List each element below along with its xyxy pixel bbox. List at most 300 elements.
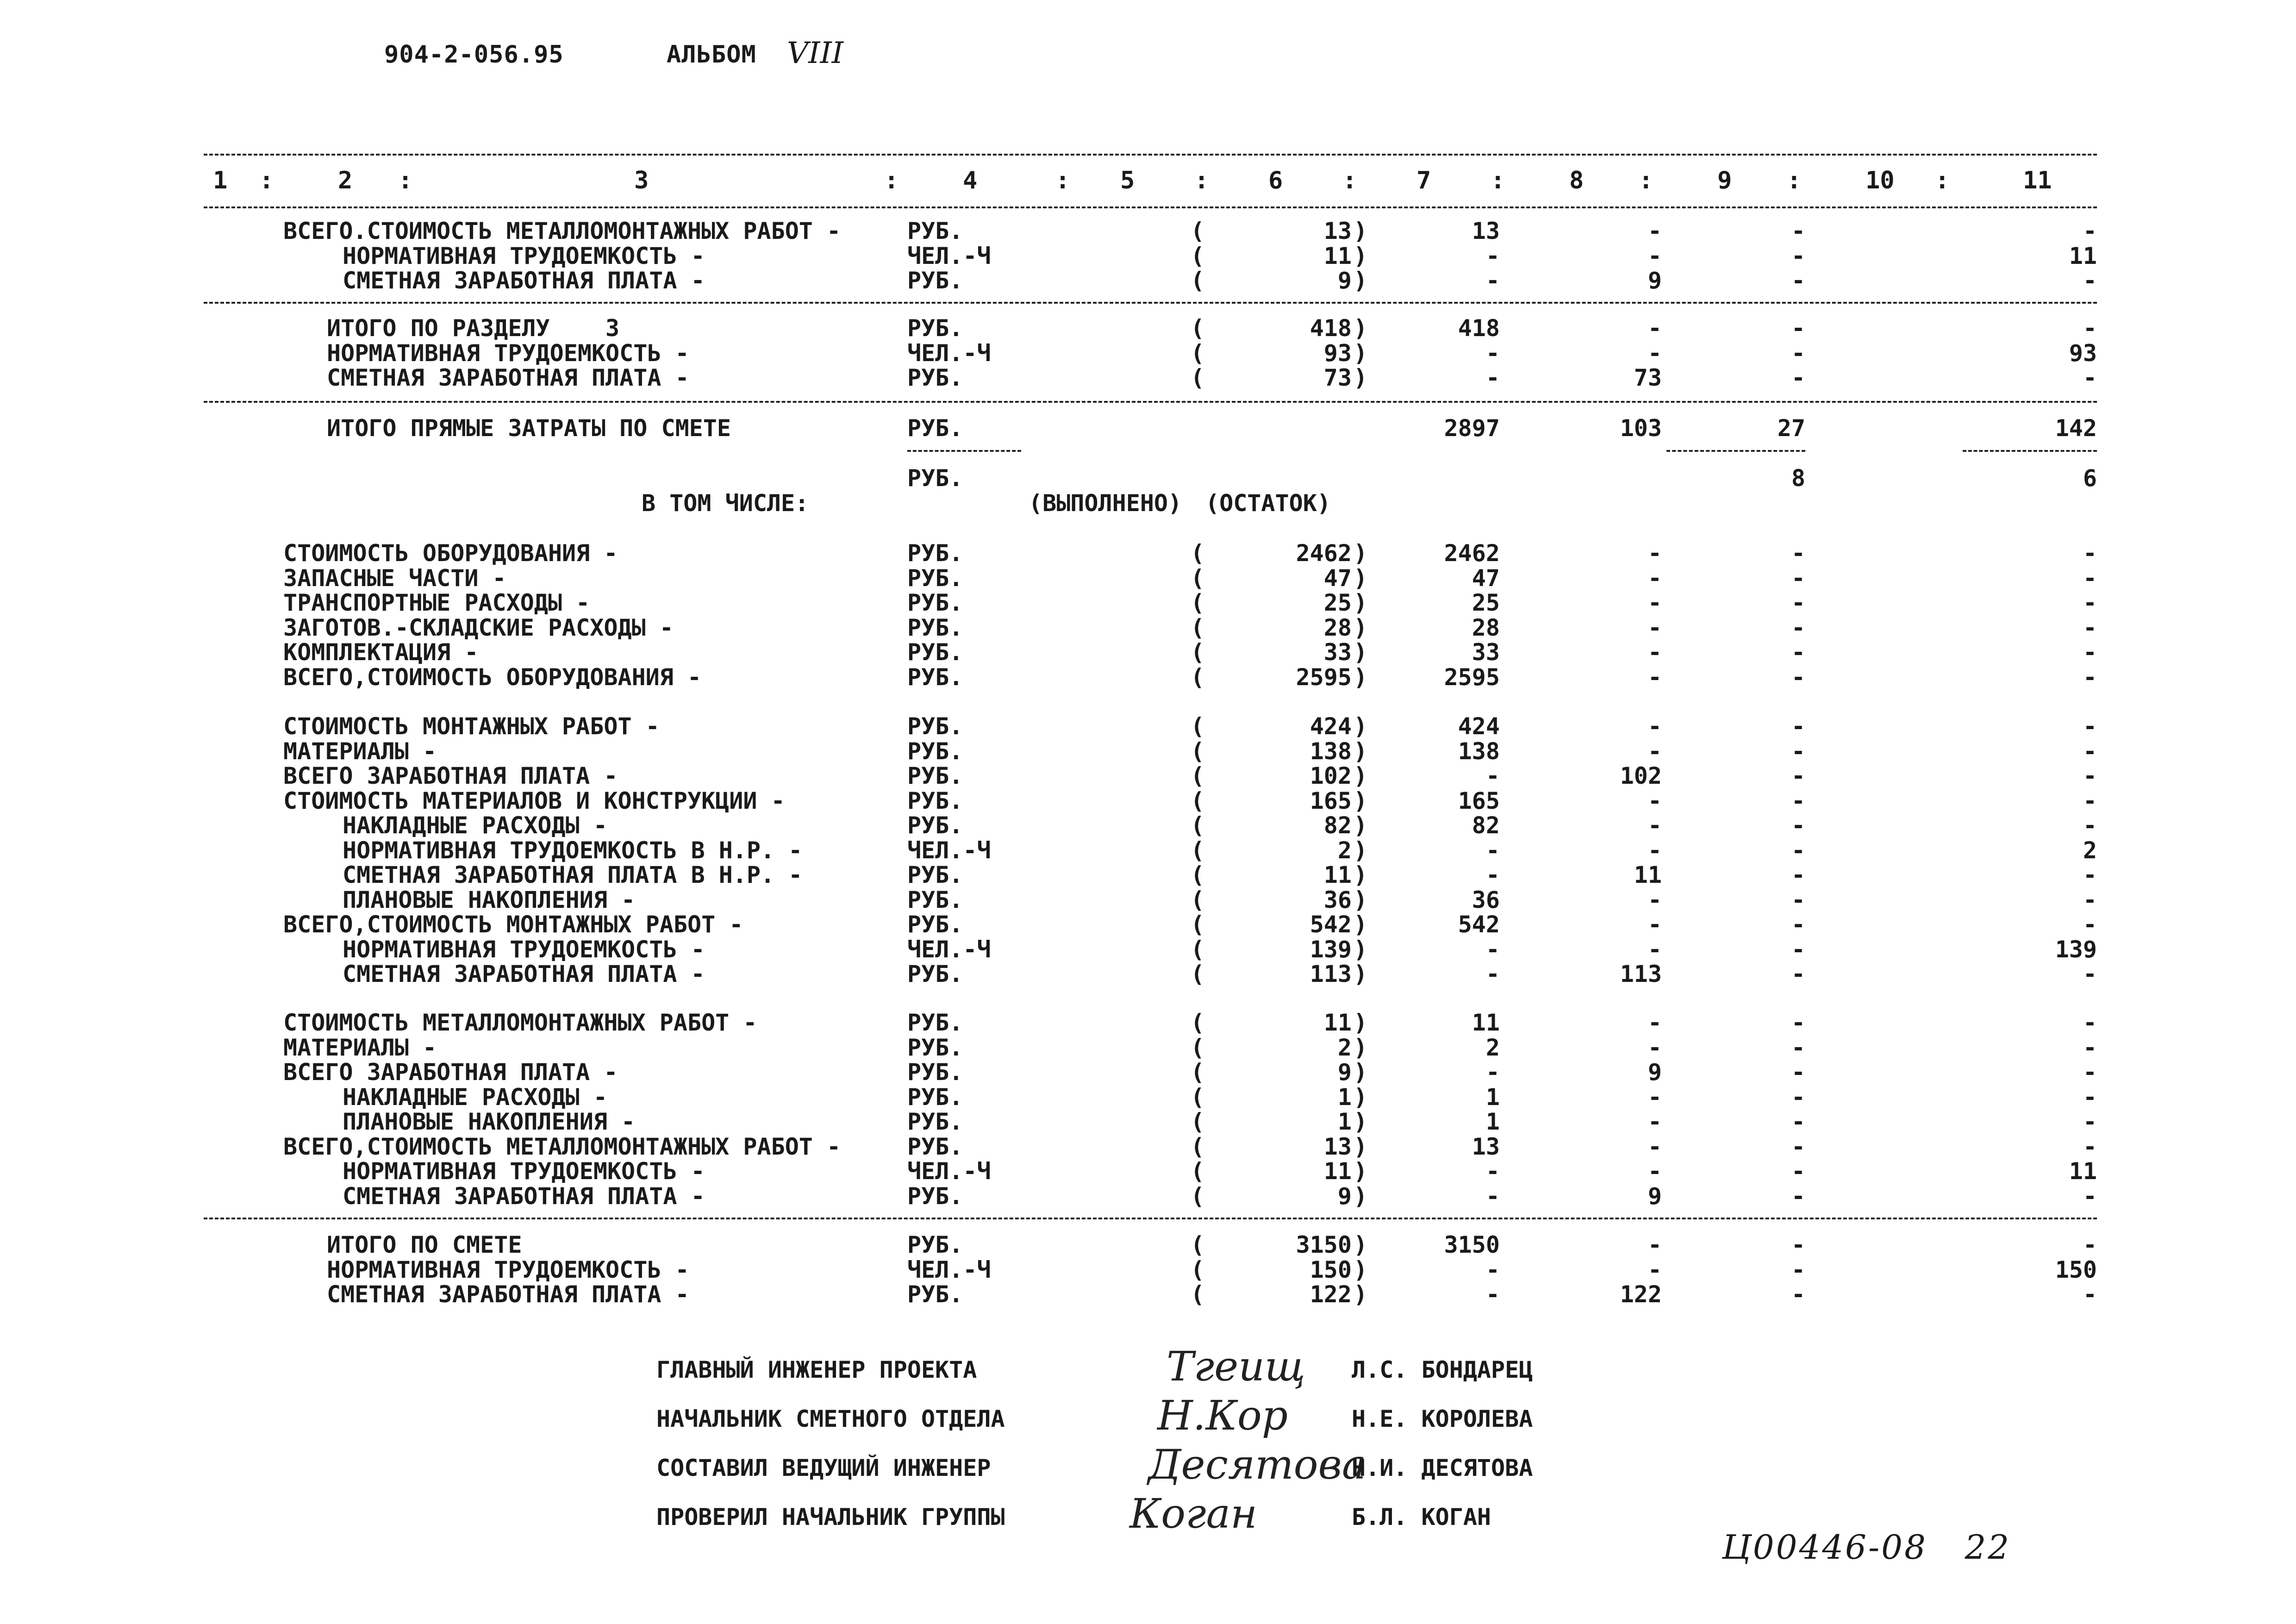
col8-value: - [1647,218,1662,244]
col11-value: - [2083,1231,2097,1258]
table-row [0,1281,2296,1306]
table-row [0,1231,2296,1256]
col6-value: 11 [1323,242,1352,269]
col9-value: - [1791,663,1805,691]
col8-value: - [1647,589,1662,616]
column-numbers-row [204,167,2097,199]
row-label: НОРМАТИВНАЯ ТРУДОЕМКОСТЬ - [343,242,705,269]
open-paren: ( [1191,1231,1205,1258]
col11-value: - [2083,364,2097,391]
close-paren: ) [1354,564,1368,592]
column-separator: : [1787,167,1802,194]
col6-value: 2462 [1296,540,1352,567]
col9-value: - [1791,936,1805,963]
table-row [0,837,2296,862]
column-number: 6 [1268,167,1283,194]
col6-value: 1 [1337,1108,1352,1135]
row-label: СТОИМОСТЬ МОНТАЖНЫХ РАБОТ - [283,713,660,740]
row-label: ТРАНСПОРТНЫЕ РАСХОДЫ - [283,589,590,616]
signatory-name: Б.Л. КОГАН [1352,1504,1491,1530]
col11-value: - [2083,1182,2097,1210]
open-paren: ( [1191,837,1205,864]
col7-value: 165 [1458,787,1500,814]
col6-value: 102 [1310,762,1352,789]
close-paren: ) [1354,1256,1368,1283]
col8-value: - [1647,1083,1662,1111]
col9-value: - [1791,812,1805,839]
close-paren: ) [1354,812,1368,839]
col6-value: 2 [1337,1034,1352,1061]
col6-value: 113 [1310,961,1352,987]
close-paren: ) [1354,1231,1368,1258]
col6-value: 2595 [1296,663,1352,691]
row-label: ИТОГО ПО РАЗДЕЛУ 3 [327,315,620,342]
col8-value: - [1647,936,1662,963]
open-paren: ( [1191,1034,1205,1061]
open-paren: ( [1191,564,1205,592]
direct-costs-col9-2: 8 [1791,465,1805,492]
col8-value: 73 [1634,364,1662,391]
col8-value: - [1647,242,1662,269]
close-paren: ) [1354,242,1368,269]
col11-value: - [2083,540,2097,567]
close-paren: ) [1354,1083,1368,1111]
column-number: 5 [1120,167,1135,194]
table-row [0,664,2296,689]
col9-value: - [1791,713,1805,740]
close-paren: ) [1354,911,1368,938]
row-label: НОРМАТИВНАЯ ТРУДОЕМКОСТЬ В Н.Р. - [343,837,803,864]
col7-value: - [1485,267,1500,294]
col8-value: 9 [1647,267,1662,294]
col11-value: - [2083,564,2097,592]
col7-value: 2462 [1444,540,1500,567]
col11-value: 2 [2083,837,2097,864]
unit-cell: РУБ. [907,218,963,244]
row-label: МАТЕРИАЛЫ - [283,1034,437,1061]
close-paren: ) [1354,762,1368,789]
row-label: СМЕТНАЯ ЗАРАБОТНАЯ ПЛАТА - [343,267,705,294]
open-paren: ( [1191,267,1205,294]
column-number: 1 [213,167,228,194]
table-row [0,1034,2296,1059]
album-label: АЛЬБОМ [667,41,756,69]
col7-value: 25 [1472,589,1500,616]
table-row [0,887,2296,912]
col8-value: - [1647,911,1662,938]
close-paren: ) [1354,1133,1368,1160]
col8-value: 122 [1620,1281,1662,1308]
unit-cell: РУБ. [907,886,963,913]
col9-value: - [1791,639,1805,666]
table-row [0,243,2296,268]
unit-cell: РУБ. [907,713,963,740]
col8-value: 102 [1620,762,1662,789]
table-row [0,589,2296,614]
direct-costs-col11: 142 [2055,415,2097,442]
col9-value: - [1791,540,1805,567]
col6-value: 542 [1310,911,1352,938]
column-number: 4 [963,167,978,194]
close-paren: ) [1354,315,1368,342]
row-label: СМЕТНАЯ ЗАРАБОТНАЯ ПЛАТА В Н.Р. - [343,862,803,888]
col9-value: - [1791,837,1805,864]
rest-heading: (ОСТАТОК) [1205,490,1331,517]
subtotal-rule [1666,450,1805,452]
col9-value: - [1791,1059,1805,1086]
col9-value: - [1791,762,1805,789]
column-number: 2 [338,167,353,194]
open-paren: ( [1191,315,1205,342]
close-paren: ) [1354,663,1368,691]
table-row [0,961,2296,986]
col11-value: - [2083,713,2097,740]
close-paren: ) [1354,961,1368,987]
col9-value: - [1791,911,1805,938]
col9-value: - [1791,614,1805,641]
table-row [0,565,2296,590]
row-label: СТОИМОСТЬ МАТЕРИАЛОВ И КОНСТРУКЦИИ - [283,787,785,814]
open-paren: ( [1191,713,1205,740]
col7-value: 418 [1458,315,1500,342]
column-separator: : [259,167,274,194]
col7-value: 33 [1472,639,1500,666]
col6-value: 139 [1310,936,1352,963]
unit-cell: РУБ. [907,1182,963,1210]
col9-value: - [1791,1158,1805,1185]
col11-value: 11 [2069,1158,2097,1185]
col11-value: 93 [2069,339,2097,367]
unit-cell: РУБ. [907,663,963,691]
open-paren: ( [1191,339,1205,367]
col6-value: 36 [1323,886,1352,913]
col8-value: 9 [1647,1182,1662,1210]
column-separator: : [1055,167,1070,194]
col7-value: - [1485,339,1500,367]
direct-costs-unit-2: РУБ. [907,465,963,492]
unit-cell: РУБ. [907,364,963,391]
col9-value: - [1791,218,1805,244]
table-row [0,1256,2296,1281]
col6-value: 25 [1323,589,1352,616]
page-number: 22 [1965,1528,2011,1567]
unit-cell: РУБ. [907,614,963,641]
unit-cell: РУБ. [907,1083,963,1111]
column-number: 11 [2023,167,2052,194]
signature-role: СОСТАВИЛ ВЕДУЩИЙ ИНЖЕНЕР [656,1455,991,1481]
col9-value: - [1791,564,1805,592]
col11-value: - [2083,1133,2097,1160]
col6-value: 73 [1323,364,1352,391]
close-paren: ) [1354,267,1368,294]
open-paren: ( [1191,911,1205,938]
col8-value: - [1647,1034,1662,1061]
table-row [0,762,2296,787]
unit-cell: РУБ. [907,1281,963,1308]
section-rule [204,401,2097,403]
row-label: МАТЕРИАЛЫ - [283,737,437,765]
open-paren: ( [1191,639,1205,666]
close-paren: ) [1354,1182,1368,1210]
row-label: КОМПЛЕКТАЦИЯ - [283,639,479,666]
open-paren: ( [1191,218,1205,244]
open-paren: ( [1191,1083,1205,1111]
table-row [0,540,2296,565]
unit-cell: РУБ. [907,1108,963,1135]
unit-cell: РУБ. [907,787,963,814]
done-heading: (ВЫПОЛНЕНО) [1029,490,1182,517]
col8-value: - [1647,315,1662,342]
subtotal-rule [1963,450,2097,452]
col7-value: - [1485,837,1500,864]
col9-value: - [1791,737,1805,765]
col8-value: - [1647,812,1662,839]
direct-costs-unit: РУБ. [907,415,963,442]
col11-value: - [2083,614,2097,641]
open-paren: ( [1191,1108,1205,1135]
col7-value: 3150 [1444,1231,1500,1258]
row-label: НОРМАТИВНАЯ ТРУДОЕМКОСТЬ - [343,936,705,963]
section-rule [204,302,2097,304]
close-paren: ) [1354,737,1368,765]
col9-value: - [1791,364,1805,391]
column-separator: : [884,167,899,194]
table-row [0,1084,2296,1109]
column-separator: : [1194,167,1209,194]
close-paren: ) [1354,713,1368,740]
close-paren: ) [1354,639,1368,666]
close-paren: ) [1354,614,1368,641]
col7-value: 28 [1472,614,1500,641]
open-paren: ( [1191,812,1205,839]
col8-value: - [1647,639,1662,666]
col9-value: - [1791,1083,1805,1111]
col11-value: - [2083,1281,2097,1308]
table-row [0,340,2296,365]
album-number: VIII [787,36,844,70]
unit-cell: РУБ. [907,961,963,987]
col9-value: - [1791,1182,1805,1210]
row-label: ВСЕГО,СТОИМОСТЬ ОБОРУДОВАНИЯ - [283,663,702,691]
table-row [0,364,2296,389]
col11-value: - [2083,663,2097,691]
unit-cell: РУБ. [907,540,963,567]
column-number: 8 [1569,167,1584,194]
total-rule [204,1218,2097,1219]
close-paren: ) [1354,364,1368,391]
col9-value: - [1791,1034,1805,1061]
col11-value: 150 [2055,1256,2097,1283]
open-paren: ( [1191,936,1205,963]
unit-cell: РУБ. [907,639,963,666]
col7-value: - [1485,936,1500,963]
column-separator: : [1639,167,1653,194]
close-paren: ) [1354,1009,1368,1036]
col11-value: - [2083,961,2097,987]
open-paren: ( [1191,1009,1205,1036]
table-row [0,936,2296,961]
table-row [0,1158,2296,1183]
handwritten-signature: Коган [1129,1490,1257,1537]
signatory-name: Л.С. БОНДАРЕЦ [1352,1356,1533,1383]
open-paren: ( [1191,1256,1205,1283]
col11-value: - [2083,589,2097,616]
col9-value: - [1791,1108,1805,1135]
open-paren: ( [1191,589,1205,616]
including-heading: В ТОМ ЧИСЛЕ: [642,490,809,517]
unit-cell: РУБ. [907,589,963,616]
col8-value: - [1647,339,1662,367]
unit-cell: РУБ. [907,862,963,888]
archive-stamp: Ц00446-08 22 [1722,1528,2011,1567]
table-top-rule [204,154,2097,156]
col7-value: 82 [1472,812,1500,839]
col7-value: 1 [1485,1108,1500,1135]
col11-value: - [2083,787,2097,814]
col7-value: 2595 [1444,663,1500,691]
open-paren: ( [1191,1059,1205,1086]
col11-value: 139 [2055,936,2097,963]
direct-costs-col9: 27 [1777,415,1805,442]
row-label: НАКЛАДНЫЕ РАСХОДЫ - [343,1083,607,1111]
table-row [0,812,2296,837]
col8-value: - [1647,737,1662,765]
column-separator: : [1935,167,1950,194]
close-paren: ) [1354,862,1368,888]
unit-cell: РУБ. [907,564,963,592]
col9-value: - [1791,862,1805,888]
table-row [0,614,2296,639]
direct-costs-label: ИТОГО ПРЯМЫЕ ЗАТРАТЫ ПО СМЕТЕ [327,415,731,442]
direct-costs-col11-2: 6 [2083,465,2097,492]
close-paren: ) [1354,1108,1368,1135]
unit-cell: ЧЕЛ.-Ч [907,1158,991,1185]
col9-value: - [1791,1133,1805,1160]
col11-value: - [2083,1059,2097,1086]
close-paren: ) [1354,540,1368,567]
table-row [0,639,2296,664]
column-number: 10 [1866,167,1895,194]
direct-costs-col7: 2897 [1444,415,1500,442]
col7-value: 47 [1472,564,1500,592]
close-paren: ) [1354,936,1368,963]
col9-value: - [1791,787,1805,814]
col11-value: - [2083,762,2097,789]
col9-value: - [1791,315,1805,342]
col11-value: - [2083,218,2097,244]
col7-value: 13 [1472,218,1500,244]
table-row [0,315,2296,340]
col6-value: 165 [1310,787,1352,814]
col11-value: - [2083,862,2097,888]
col6-value: 122 [1310,1281,1352,1308]
col11-value: - [2083,812,2097,839]
col7-value: 11 [1472,1009,1500,1036]
col7-value: 424 [1458,713,1500,740]
signatory-name: Н.Е. КОРОЛЕВА [1352,1405,1533,1432]
open-paren: ( [1191,762,1205,789]
direct-costs-col8: 103 [1620,415,1662,442]
column-number: 3 [634,167,649,194]
unit-cell: РУБ. [907,1231,963,1258]
table-row [0,1108,2296,1133]
col6-value: 28 [1323,614,1352,641]
col9-value: - [1791,961,1805,987]
col8-value: - [1647,1009,1662,1036]
open-paren: ( [1191,1158,1205,1185]
unit-cell: ЧЕЛ.-Ч [907,1256,991,1283]
close-paren: ) [1354,1059,1368,1086]
handwritten-signature: Десятова [1148,1441,1366,1488]
col8-value: - [1647,663,1662,691]
unit-cell: РУБ. [907,267,963,294]
column-separator: : [1491,167,1505,194]
close-paren: ) [1354,1281,1368,1308]
col6-value: 150 [1310,1256,1352,1283]
row-label: ЗАПАСНЫЕ ЧАСТИ - [283,564,506,592]
unit-cell: РУБ. [907,1009,963,1036]
signature-role: НАЧАЛЬНИК СМЕТНОГО ОТДЕЛА [656,1405,1005,1432]
row-label: ВСЕГО ЗАРАБОТНАЯ ПЛАТА - [283,762,618,789]
col11-value: - [2083,1083,2097,1111]
row-label: ИТОГО ПО СМЕТЕ [327,1231,522,1258]
col6-value: 9 [1337,1182,1352,1210]
col11-value: - [2083,267,2097,294]
close-paren: ) [1354,1034,1368,1061]
col11-value: - [2083,886,2097,913]
col7-value: - [1485,1182,1500,1210]
col7-value: - [1485,1158,1500,1185]
col8-value: - [1647,614,1662,641]
open-paren: ( [1191,663,1205,691]
column-number: 9 [1717,167,1732,194]
col7-value: 138 [1458,737,1500,765]
col6-value: 424 [1310,713,1352,740]
col9-value: - [1791,267,1805,294]
unit-cell: ЧЕЛ.-Ч [907,242,991,269]
col8-value: - [1647,1256,1662,1283]
col6-value: 13 [1323,1133,1352,1160]
unit-cell: РУБ. [907,1034,963,1061]
col9-value: - [1791,339,1805,367]
col8-value: - [1647,1108,1662,1135]
handwritten-signature: Тгеищ [1167,1343,1306,1390]
unit-cell: РУБ. [907,812,963,839]
col7-value: 36 [1472,886,1500,913]
table-row [0,1133,2296,1158]
subtotal-rule [907,450,1021,452]
col11-value: - [2083,911,2097,938]
col11-value: 11 [2069,242,2097,269]
unit-cell: РУБ. [907,762,963,789]
handwritten-signature: Н.Кор [1157,1392,1288,1439]
col6-value: 11 [1323,862,1352,888]
close-paren: ) [1354,837,1368,864]
col9-value: - [1791,242,1805,269]
col7-value: - [1485,1059,1500,1086]
unit-cell: РУБ. [907,911,963,938]
open-paren: ( [1191,242,1205,269]
col7-value: - [1485,1281,1500,1308]
col7-value: - [1485,1256,1500,1283]
row-label: НАКЛАДНЫЕ РАСХОДЫ - [343,812,607,839]
table-row [0,738,2296,763]
close-paren: ) [1354,886,1368,913]
col11-value: - [2083,315,2097,342]
col6-value: 93 [1323,339,1352,367]
row-label: ВСЕГО,СТОИМОСТЬ МОНТАЖНЫХ РАБОТ - [283,911,743,938]
table-row [0,1059,2296,1084]
